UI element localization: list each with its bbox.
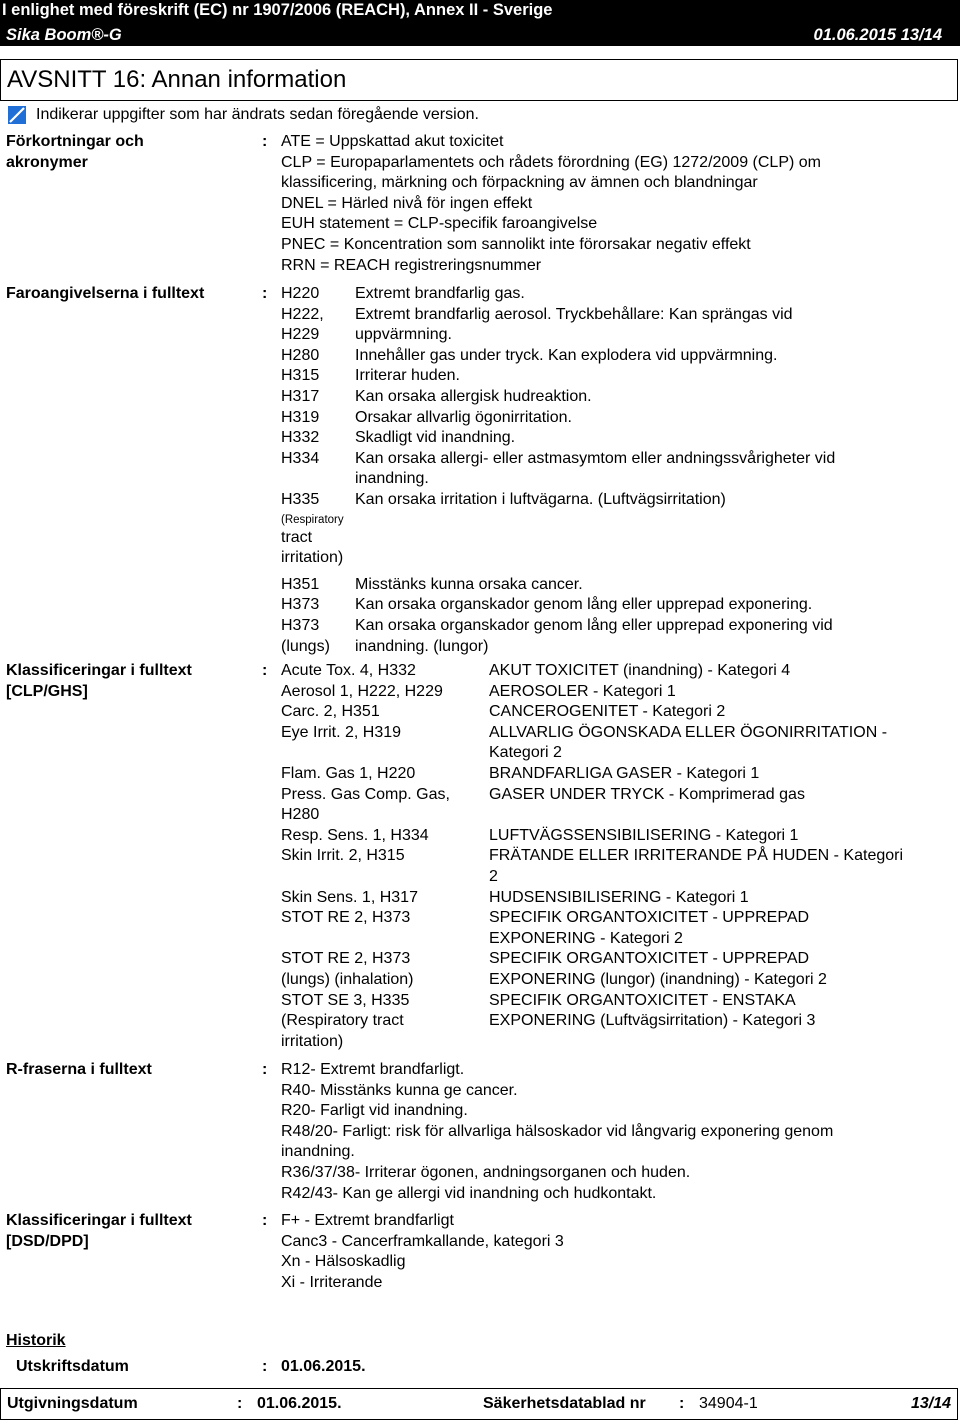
- header-date-page: [814, 25, 942, 45]
- dsd-line: Canc3 - Cancerframkallande, kategori 3: [281, 1232, 564, 1250]
- classification-table: [281, 661, 950, 1052]
- classification-code: Aerosol 1, H222, H229: [281, 682, 443, 700]
- hazard-code: H315: [281, 367, 320, 385]
- abbreviation-line: EUH statement = CLP-specifik faroangivelse: [281, 215, 598, 233]
- abbreviation-line: klassificering, märkning och förpackning av ämnen och blandningar: [281, 174, 758, 192]
- hazard-text: Misstänks kunna orsaka cancer.: [355, 575, 583, 593]
- classification-text: GASER UNDER TRYCK - Komprimerad gas: [489, 785, 805, 803]
- classification-code: Carc. 2, H351: [281, 703, 380, 721]
- abbreviations-list: [281, 132, 950, 276]
- classification-code: Acute Tox. 4, H332: [281, 662, 416, 679]
- r-phrase-line: R36/37/38- Irriterar ögonen, andningsorganen och huden.: [281, 1163, 691, 1181]
- colon: :: [262, 133, 268, 150]
- abbreviation-line: RRN = REACH registreringsnummer: [281, 256, 542, 274]
- classification-code: Resp. Sens. 1, H334: [281, 826, 429, 844]
- abbreviations-label: Förkortningar och akronymer: [6, 133, 144, 171]
- hazard-code: H222, H229: [281, 305, 324, 344]
- hazard-text: Kan orsaka allergi- eller astmasymtom eller andningssvårigheter vid inandning.: [355, 449, 836, 488]
- hazard-text: Kan orsaka organskador genom lång eller upprepad exponering vid inandning. (lungor): [355, 616, 833, 655]
- colon: :: [262, 1358, 268, 1375]
- hazard-statements-list: [281, 284, 950, 657]
- classification-code: Eye Irrit. 2, H319: [281, 723, 402, 741]
- hazard-table: [281, 284, 950, 511]
- hazard-code: H332: [281, 429, 320, 447]
- changed-note-text: Indikerar uppgifter som har ändrats sedan föregående version.: [36, 106, 479, 123]
- history-title: Historik: [6, 1332, 66, 1349]
- hazard-statements-label: Faroangivelserna i fulltext: [6, 285, 205, 302]
- classification-text: LUFTVÄGSSENSIBILISERING - Kategori 1: [489, 826, 799, 844]
- footer-page: 13/14: [910, 1395, 951, 1412]
- hazard-text: Kan orsaka irritation i luftvägarna. (Luftvägsirritation): [355, 490, 726, 508]
- dsd-classifications-label: Klassificeringar i fulltext [DSD/DPD]: [6, 1212, 192, 1250]
- sds-number-label: Säkerhetsdatablad nr: [483, 1395, 646, 1412]
- hazard-table-continued: [281, 575, 950, 657]
- colon: :: [262, 1212, 268, 1229]
- colon: :: [262, 1061, 268, 1078]
- document-header: [0, 0, 960, 46]
- change-marker-icon: [8, 106, 26, 124]
- abbreviation-line: PNEC = Koncentration som sannolikt inte förorsakar negativ effekt: [281, 235, 751, 253]
- print-date-value: 01.06.2015.: [281, 1358, 366, 1375]
- hazard-text: Innehåller gas under tryck. Kan explodera vid uppvärmning.: [355, 346, 778, 364]
- abbreviation-line: DNEL = Härled nivå för ingen effekt: [281, 194, 533, 212]
- dsd-classifications-list: [281, 1211, 950, 1293]
- classification-code: STOT RE 2, H373 (lungs) (inhalation): [281, 950, 414, 988]
- product-name: Sika Boom®-G: [6, 26, 122, 44]
- issue-date-label: Utgivningsdatum: [7, 1395, 138, 1412]
- h335-note: (Respiratory tract irritation): [281, 513, 344, 567]
- classification-text: SPECIFIK ORGANTOXICITET - ENSTAKA EXPONERING (Luftvägsirritation) - Kategori 3: [489, 991, 816, 1030]
- hazard-code: H280: [281, 346, 320, 364]
- hazard-text: Kan orsaka organskador genom lång eller upprepad exponering.: [355, 596, 813, 614]
- regulation-text: I enlighet med föreskrift (EC) nr 1907/2006 (REACH), Annex II - Sverige: [2, 1, 553, 19]
- hazard-text: Irriterar huden.: [355, 367, 460, 385]
- colon: :: [262, 285, 268, 302]
- colon: :: [237, 1395, 243, 1412]
- classification-text: CANCEROGENITET - Kategori 2: [489, 703, 726, 721]
- classification-text: ALLVARLIG ÖGONSKADA ELLER ÖGONIRRITATION - Kategori 2: [489, 723, 888, 762]
- r-phrase-line: R42/43- Kan ge allergi vid inandning och hudkontakt.: [281, 1184, 657, 1202]
- classification-text: FRÄTANDE ELLER IRRITERANDE PÅ HUDEN - Kategori 2: [489, 847, 904, 885]
- hazard-text: Extremt brandfarlig gas.: [355, 285, 525, 302]
- dsd-line: Xn - Hälsoskadlig: [281, 1253, 406, 1271]
- hazard-code: H335: [281, 490, 320, 508]
- colon: :: [262, 662, 268, 679]
- clp-classifications-label: Klassificeringar i fulltext [CLP/GHS]: [6, 662, 192, 700]
- dsd-line: F+ - Extremt brandfarligt: [281, 1212, 454, 1229]
- hazard-code: H334: [281, 449, 320, 467]
- classification-text: BRANDFARLIGA GASER - Kategori 1: [489, 764, 760, 782]
- classification-code: Skin Irrit. 2, H315: [281, 847, 405, 865]
- classification-code: STOT RE 2, H373: [281, 909, 411, 927]
- hazard-code: H317: [281, 387, 320, 405]
- document-footer: [0, 1388, 958, 1420]
- classification-text: AKUT TOXICITET (inandning) - Kategori 4: [489, 662, 791, 679]
- classification-text: AEROSOLER - Kategori 1: [489, 682, 676, 700]
- header-date: 01.06.2015: [813, 26, 897, 44]
- print-date-label: Utskriftsdatum: [16, 1358, 129, 1375]
- colon: :: [679, 1395, 685, 1412]
- classification-code: Skin Sens. 1, H317: [281, 888, 418, 906]
- classification-code: Flam. Gas 1, H220: [281, 764, 416, 782]
- r-phrase-line: R20- Farligt vid inandning.: [281, 1102, 468, 1120]
- r-phrase-line: R40- Misstänks kunna ge cancer.: [281, 1081, 518, 1099]
- abbreviation-line: CLP = Europaparlamentets och rådets förordning (EG) 1272/2009 (CLP) om: [281, 153, 821, 171]
- header-page: 13/14: [900, 26, 942, 44]
- r-phrase-line: R48/20- Farligt: risk för allvarliga hälsoskador vid långvarig exponering genom: [281, 1122, 834, 1140]
- r-phrases-label: R-fraserna i fulltext: [6, 1061, 152, 1078]
- issue-date-value: 01.06.2015.: [257, 1395, 342, 1412]
- r-phrases-list: [281, 1060, 950, 1204]
- classification-text: SPECIFIK ORGANTOXICITET - UPPREPAD EXPONERING (lungor) (inandning) - Kategori 2: [489, 950, 827, 988]
- hazard-code: H319: [281, 408, 320, 426]
- classification-text: SPECIFIK ORGANTOXICITET - UPPREPAD EXPONERING - Kategori 2: [489, 909, 810, 947]
- classification-text: HUDSENSIBILISERING - Kategori 1: [489, 888, 749, 906]
- hazard-text: Orsakar allvarlig ögonirritation.: [355, 408, 572, 426]
- hazard-text: Extremt brandfarlig aerosol. Tryckbehållare: Kan sprängas vid uppvärmning.: [355, 305, 793, 344]
- classification-code: STOT SE 3, H335 (Respiratory tract irritation): [281, 991, 410, 1050]
- hazard-text: Skadligt vid inandning.: [355, 429, 516, 447]
- hazard-code: H373: [281, 596, 320, 614]
- section-header: [0, 59, 958, 101]
- sds-number-value: 34904-1: [699, 1395, 758, 1412]
- section-title: AVSNITT 16: Annan information: [7, 66, 347, 93]
- dsd-line: Xi - Irriterande: [281, 1273, 383, 1291]
- clp-classifications-list: [281, 661, 950, 1052]
- r-phrase-line: R12- Extremt brandfarligt.: [281, 1061, 465, 1078]
- abbreviation-line: ATE = Uppskattad akut toxicitet: [281, 133, 504, 150]
- hazard-code: H373 (lungs): [281, 616, 330, 655]
- r-phrase-line: inandning.: [281, 1143, 355, 1161]
- hazard-code: H351: [281, 575, 320, 593]
- hazard-code: H220: [281, 285, 320, 302]
- hazard-text: Kan orsaka allergisk hudreaktion.: [355, 387, 592, 405]
- classification-code: Press. Gas Comp. Gas, H280: [281, 785, 450, 824]
